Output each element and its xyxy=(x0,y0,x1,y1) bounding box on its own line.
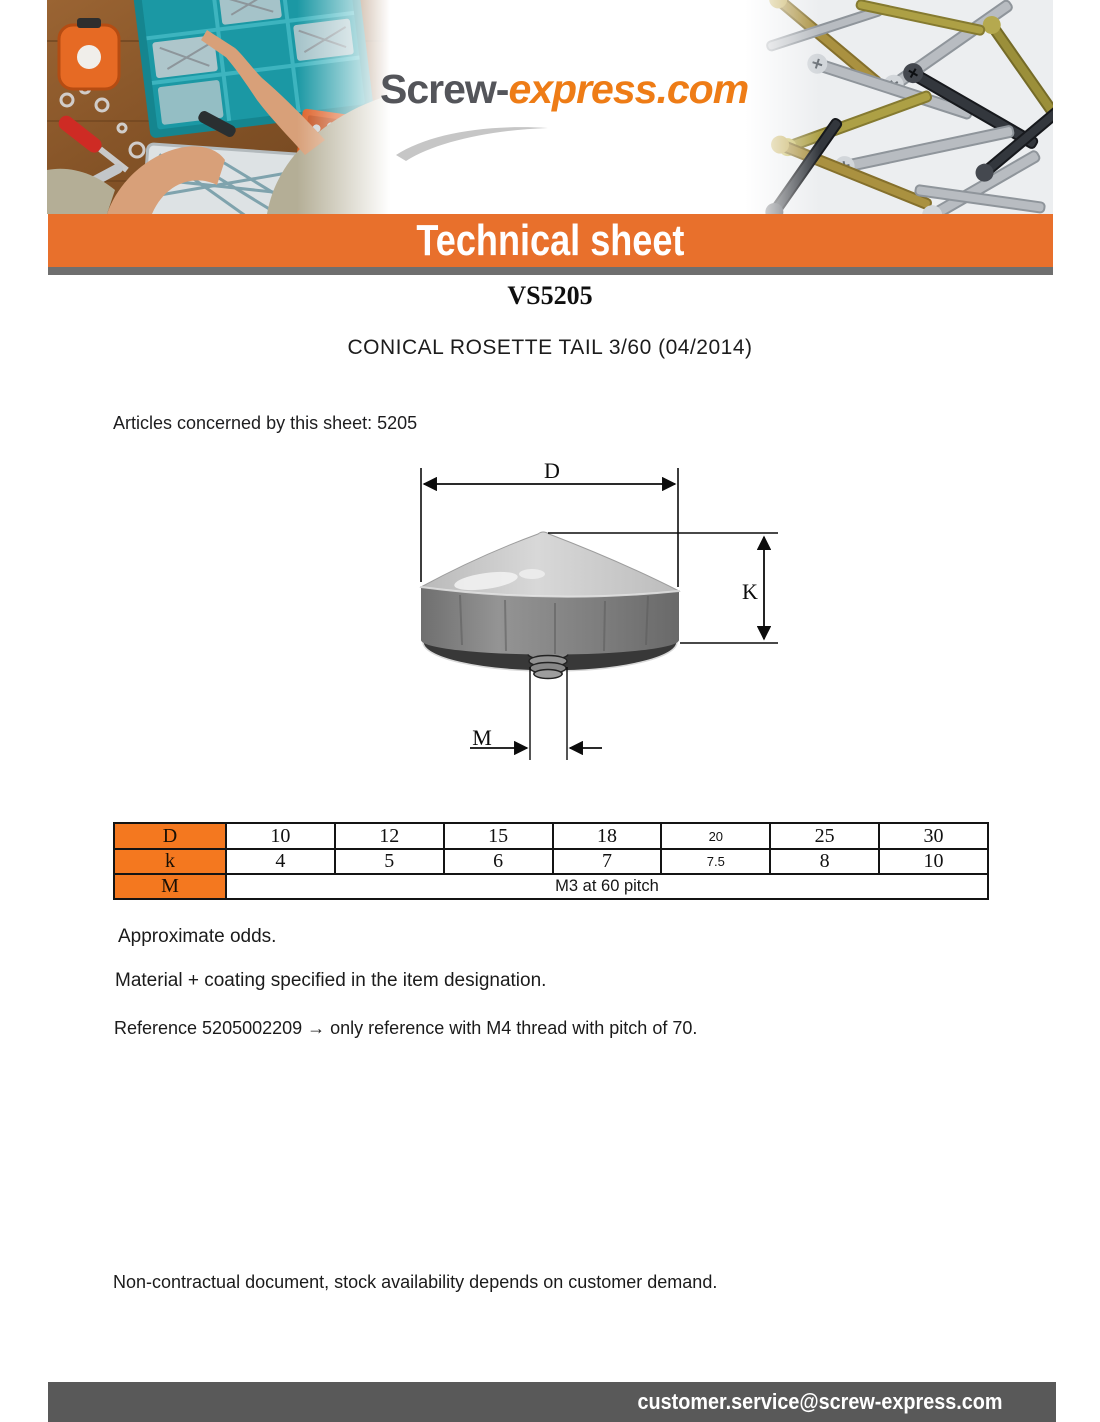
table-row-k xyxy=(114,849,988,874)
table-row-d xyxy=(114,823,988,849)
logo-swoosh xyxy=(390,122,555,162)
table-cell: 4 xyxy=(226,849,335,874)
dimension-label-d: D xyxy=(544,458,560,483)
technical-drawing xyxy=(390,455,810,780)
table-cell-thread-spec: M3 at 60 pitch xyxy=(226,874,988,899)
dimensions-table xyxy=(113,822,989,900)
note-material-coating: Material + coating specified in the item designation. xyxy=(115,970,547,991)
document-reference: VS5205 xyxy=(507,281,593,310)
screws-pile-illustration xyxy=(745,0,1053,214)
banner xyxy=(48,214,1053,267)
logo-part2: express.com xyxy=(508,66,749,112)
rosette-drawing xyxy=(390,455,810,775)
table-header-k: k xyxy=(114,849,226,874)
table-cell: 10 xyxy=(879,849,988,874)
table-cell: 5 xyxy=(335,849,444,874)
screws-pile-photo xyxy=(745,0,1053,214)
disclaimer-line: Non-contractual document, stock availability depends on customer demand. xyxy=(113,1272,718,1292)
table-cell: 15 xyxy=(444,823,553,849)
table-cell: 25 xyxy=(770,823,879,849)
banner-title: Technical sheet xyxy=(416,215,685,265)
table-row-m xyxy=(114,874,988,899)
document-title: CONICAL ROSETTE TAIL 3/60 (04/2014) xyxy=(347,336,753,359)
note-reference: Reference 5205002209 → only reference with M4 thread with pitch of 70. xyxy=(114,1018,698,1038)
footer-bar xyxy=(48,1382,1056,1422)
articles-concerned-line: Articles concerned by this sheet: 5205 xyxy=(113,413,418,433)
table-cell: 7.5 xyxy=(661,849,770,874)
workbench-photo xyxy=(47,0,390,214)
table-cell: 12 xyxy=(335,823,444,849)
logo-text xyxy=(380,66,749,113)
table-cell: 6 xyxy=(444,849,553,874)
logo xyxy=(380,66,749,176)
table-cell: 10 xyxy=(226,823,335,849)
banner-divider xyxy=(48,267,1053,275)
table-header-d: D xyxy=(114,823,226,849)
logo-part1: Screw- xyxy=(380,66,509,112)
table-cell: 8 xyxy=(770,849,879,874)
table-cell: 30 xyxy=(879,823,988,849)
note-approximate-odds: Approximate odds. xyxy=(118,926,277,947)
workbench-photo-illustration xyxy=(47,0,390,214)
dimension-label-k: K xyxy=(742,579,758,604)
dimension-label-m: M xyxy=(472,725,492,750)
table-header-m: M xyxy=(114,874,226,899)
table-cell: 18 xyxy=(553,823,662,849)
table-cell: 7 xyxy=(553,849,662,874)
table-cell: 20 xyxy=(661,823,770,849)
customer-service-email[interactable]: customer.service@screw-express.com xyxy=(637,1389,1002,1414)
